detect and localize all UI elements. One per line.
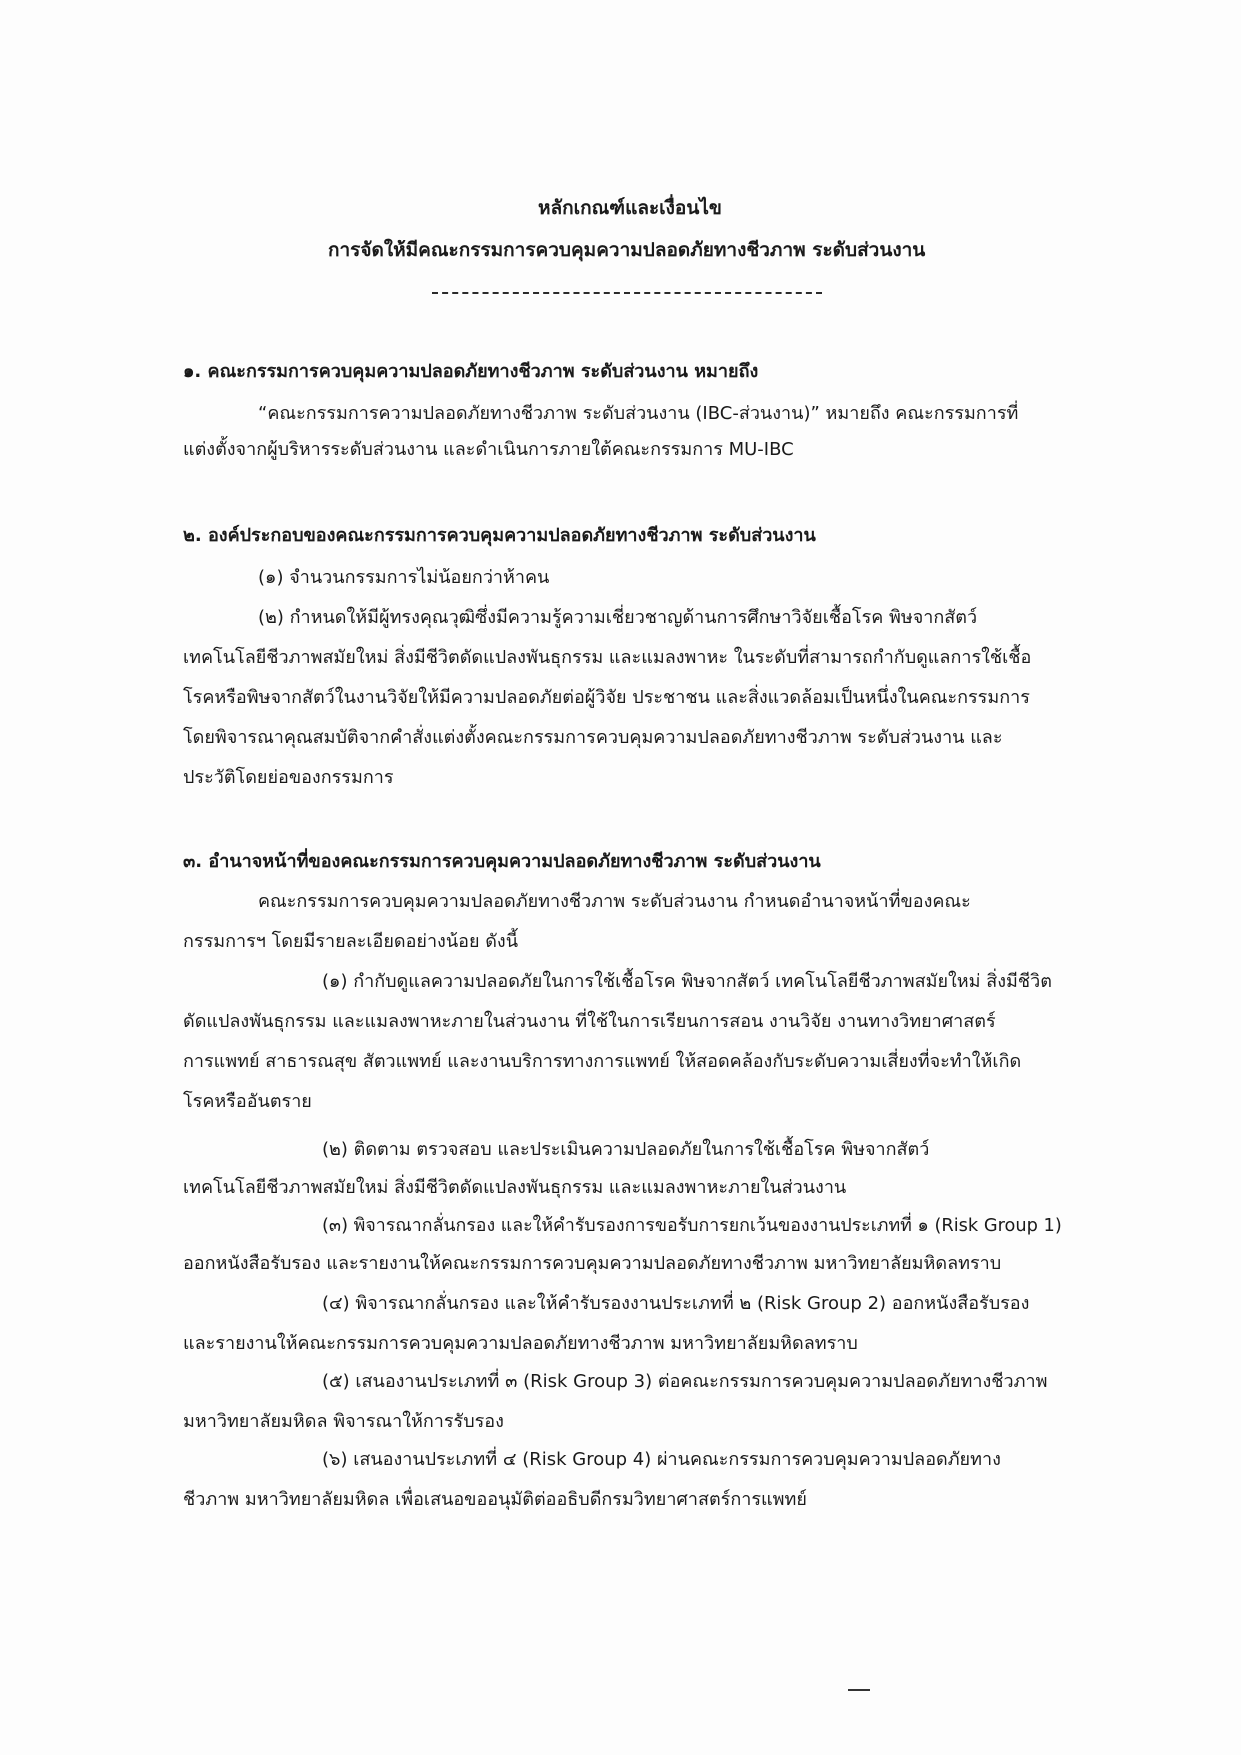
section3-item5-line: (๕) เสนองานประเภทที่ ๓ (Risk Group 3) ต่อคณะกรรมการควบคุมความปลอดภัยทางชีวภาพ bbox=[322, 1371, 1048, 1392]
section2-item1: (๑) จำนวนกรรมการไม่น้อยกว่าห้าคน bbox=[258, 567, 550, 588]
section1-heading: ๑. คณะกรรมการควบคุมความปลอดภัยทางชีวภาพ ระดับส่วนงาน หมายถึง bbox=[183, 361, 759, 382]
section3-item6-line: ชีวภาพ มหาวิทยาลัยมหิดล เพื่อเสนอขออนุมัติต่ออธิบดีกรมวิทยาศาสตร์การแพทย์ bbox=[183, 1489, 807, 1510]
section2-item2-line: โรคหรือพิษจากสัตว์ในงานวิจัยให้มีความปลอดภัยต่อผู้วิจัย ประชาชน และสิ่งแวดล้อมเป็นหนึ่งในคณะกรรมการ bbox=[183, 687, 1030, 708]
section3-item1-line: ดัดแปลงพันธุกรรม และแมลงพาหะภายในส่วนงาน ที่ใช้ในการเรียนการสอน งานวิจัย งานทางวิทยาศาสตร์ bbox=[183, 1011, 996, 1032]
document-title-line2: การจัดให้มีคณะกรรมการควบคุมความปลอดภัยทางชีวภาพ ระดับส่วนงาน bbox=[328, 239, 926, 261]
section2-item2-line: เทคโนโลยีชีวภาพสมัยใหม่ สิ่งมีชีวิตดัดแปลงพันธุกรรม และแมลงพาหะ ในระดับที่สามารถกำกับดูแลการใช้เชื้อ bbox=[183, 647, 1032, 668]
section2-item2-line: ประวัติโดยย่อของกรรมการ bbox=[183, 767, 394, 788]
section2-heading: ๒. องค์ประกอบของคณะกรรมการควบคุมความปลอดภัยทางชีวภาพ ระดับส่วนงาน bbox=[183, 525, 816, 546]
section3-item1-line: การแพทย์ สาธารณสุข สัตวแพทย์ และงานบริการทางการแพทย์ ให้สอดคล้องกับระดับความเสี่ยงที่จะทำให้เกิด bbox=[183, 1051, 1022, 1072]
title-divider bbox=[432, 292, 822, 294]
section3-item3-line: (๓) พิจารณากลั่นกรอง และให้คำรับรองการขอรับการยกเว้นของงานประเภทที่ ๑ (Risk Group 1) bbox=[322, 1215, 1062, 1236]
section2-item2-line: (๒) กำหนดให้มีผู้ทรงคุณวุฒิซึ่งมีความรู้ความเชี่ยวชาญด้านการศึกษาวิจัยเชื้อโรค พิษจากสัตว์ bbox=[258, 607, 978, 628]
section3-item3-line: ออกหนังสือรับรอง และรายงานให้คณะกรรมการควบคุมความปลอดภัยทางชีวภาพ มหาวิทยาลัยมหิดลทราบ bbox=[183, 1253, 1002, 1274]
section1-line: “คณะกรรมการความปลอดภัยทางชีวภาพ ระดับส่วนงาน (IBC-ส่วนงาน)” หมายถึง คณะกรรมการที่ bbox=[258, 403, 1019, 424]
section3-intro-line: คณะกรรมการควบคุมความปลอดภัยทางชีวภาพ ระดับส่วนงาน กำหนดอำนาจหน้าที่ของคณะ bbox=[258, 891, 971, 912]
section1-line: แต่งตั้งจากผู้บริหารระดับส่วนงาน และดำเนินการภายใต้คณะกรรมการ MU-IBC bbox=[183, 439, 794, 460]
document-title-line1: หลักเกณฑ์และเงื่อนไข bbox=[538, 197, 722, 219]
section3-item1-line: โรคหรืออันตราย bbox=[183, 1091, 312, 1112]
section3-item6-line: (๖) เสนองานประเภทที่ ๔ (Risk Group 4) ผ่านคณะกรรมการควบคุมความปลอดภัยทาง bbox=[322, 1449, 1001, 1470]
section3-item2-line: เทคโนโลยีชีวภาพสมัยใหม่ สิ่งมีชีวิตดัดแปลงพันธุกรรม และแมลงพาหะภายในส่วนงาน bbox=[183, 1177, 847, 1198]
page-dash-mark bbox=[848, 1689, 870, 1691]
section3-item4-line: (๔) พิจารณากลั่นกรอง และให้คำรับรองงานประเภทที่ ๒ (Risk Group 2) ออกหนังสือรับรอง bbox=[322, 1293, 1030, 1314]
section3-item4-line: และรายงานให้คณะกรรมการควบคุมความปลอดภัยทางชีวภาพ มหาวิทยาลัยมหิดลทราบ bbox=[183, 1333, 858, 1354]
section3-intro-line: กรรมการฯ โดยมีรายละเอียดอย่างน้อย ดังนี้ bbox=[183, 931, 519, 952]
section3-item2-line: (๒) ติดตาม ตรวจสอบ และประเมินความปลอดภัยในการใช้เชื้อโรค พิษจากสัตว์ bbox=[322, 1139, 930, 1160]
section2-item2-line: โดยพิจารณาคุณสมบัติจากคำสั่งแต่งตั้งคณะกรรมการควบคุมความปลอดภัยทางชีวภาพ ระดับส่วนงาน และ bbox=[183, 727, 1003, 748]
section3-heading: ๓. อำนาจหน้าที่ของคณะกรรมการควบคุมความปลอดภัยทางชีวภาพ ระดับส่วนงาน bbox=[183, 851, 821, 872]
section3-item5-line: มหาวิทยาลัยมหิดล พิจารณาให้การรับรอง bbox=[183, 1411, 504, 1432]
section3-item1-line: (๑) กำกับดูแลความปลอดภัยในการใช้เชื้อโรค พิษจากสัตว์ เทคโนโลยีชีวภาพสมัยใหม่ สิ่งมีชีวิต bbox=[322, 971, 1052, 992]
